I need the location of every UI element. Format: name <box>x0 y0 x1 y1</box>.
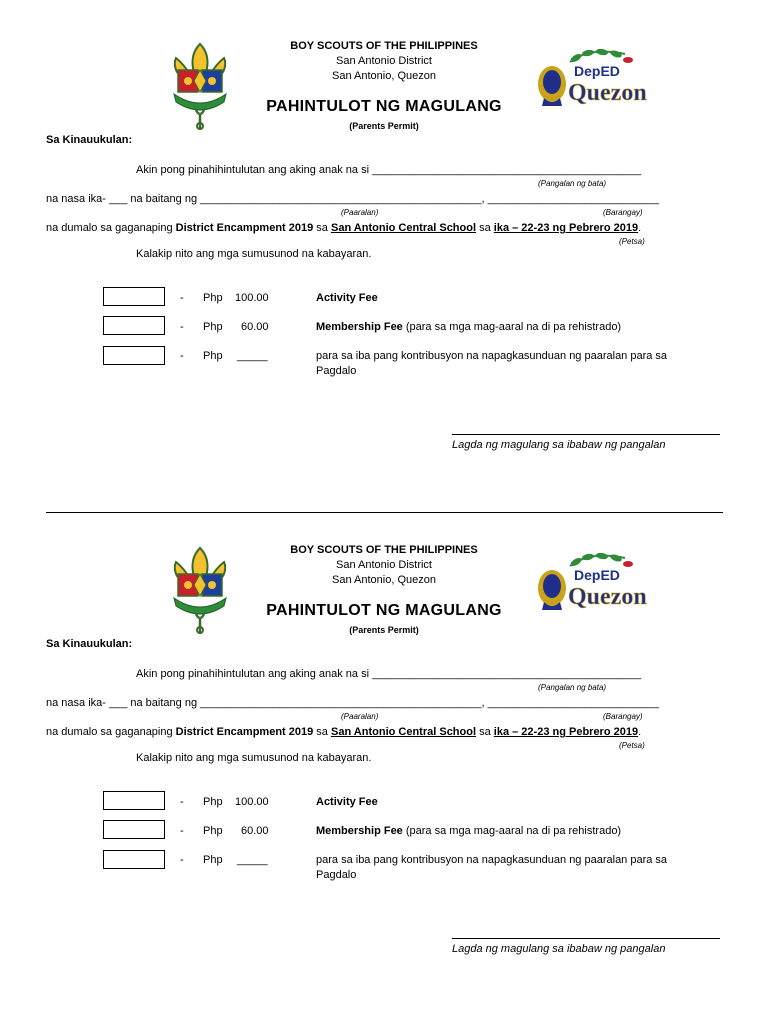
event-venue: San Antonio Central School <box>330 726 477 738</box>
fee-label-cont: Pagdalo <box>316 365 357 377</box>
fee-currency: Php <box>203 825 223 837</box>
page-subtitle: (Parents Permit) <box>349 625 419 635</box>
attachment-line: Kalakip nito ang mga sumusunod na kabayaran. <box>136 248 372 260</box>
district-name: San Antonio District <box>336 55 432 67</box>
fee-label: Activity Fee <box>316 292 378 304</box>
event-line-c: sa <box>316 726 328 738</box>
signature-line[interactable] <box>452 938 720 939</box>
fee-note: (para sa mga mag-aaral na di pa rehistrado) <box>405 825 622 837</box>
fee-amount: 100.00 <box>235 292 269 304</box>
fee-note: (para sa mga mag-aaral na di pa rehistrado) <box>405 321 622 333</box>
town-name: San Antonio, Quezon <box>332 574 436 586</box>
fee-checkbox[interactable] <box>103 791 165 810</box>
event-line-a: na dumalo sa gaganaping <box>46 726 173 738</box>
salutation: Sa Kinauukulan: <box>46 638 133 650</box>
fee-label-cont: Pagdalo <box>316 869 357 881</box>
fee-amount: 100.00 <box>235 796 269 808</box>
deped-text: DepED <box>574 63 620 79</box>
event-line-end: . <box>638 222 642 234</box>
organization-name: BOY SCOUTS OF THE PHILIPPINES <box>290 40 478 52</box>
fee-label: para sa iba pang kontribusyon na napagkasunduan ng paaralan para sa <box>316 350 668 362</box>
event-name: District Encampment 2019 <box>175 726 314 738</box>
deped-text: DepED <box>574 567 620 583</box>
fee-dash: - <box>180 796 184 808</box>
fee-currency: Php <box>203 292 223 304</box>
grade-school-line[interactable]: na nasa ika- ___ na baitang ng ______________________________________________, ____________________________ <box>46 193 659 205</box>
fee-label: Activity Fee <box>316 796 378 808</box>
fee-checkbox[interactable] <box>103 287 165 306</box>
salutation: Sa Kinauukulan: <box>46 134 133 146</box>
event-date: ika – 22-23 ng Pebrero 2019 <box>493 726 639 738</box>
school-hint: (Paaralan) <box>341 712 379 721</box>
fee-label: Membership Fee <box>316 825 403 837</box>
barangay-hint: (Barangay) <box>603 712 643 721</box>
child-name-hint: (Pangalan ng bata) <box>538 179 607 188</box>
event-line <box>46 222 641 234</box>
quezon-text: Quezon <box>568 584 647 610</box>
signature-line[interactable] <box>452 434 720 435</box>
event-line-c: sa <box>316 222 328 234</box>
fee-dash: - <box>180 292 184 304</box>
child-name-line[interactable]: Akin pong pinahihintulutan ang aking anak na si ____________________________________________ <box>136 164 642 176</box>
event-line-end: . <box>638 726 642 738</box>
organization-name: BOY SCOUTS OF THE PHILIPPINES <box>290 544 478 556</box>
quezon-text: Quezon <box>568 80 647 106</box>
fee-dash: - <box>180 350 184 362</box>
fee-dash: - <box>180 825 184 837</box>
deped-quezon-logo-icon <box>530 48 650 112</box>
fee-dash: - <box>180 321 184 333</box>
fee-amount: 60.00 <box>241 825 269 837</box>
event-venue: San Antonio Central School <box>330 222 477 234</box>
fee-label-row <box>316 825 621 837</box>
attachment-line: Kalakip nito ang mga sumusunod na kabayaran. <box>136 752 372 764</box>
fee-amount-blank[interactable]: _____ <box>237 350 268 362</box>
child-name-hint: (Pangalan ng bata) <box>538 683 607 692</box>
fee-label: para sa iba pang kontribusyon na napagkasunduan ng paaralan para sa <box>316 854 668 866</box>
event-line-e: sa <box>479 222 491 234</box>
page-title: PAHINTULOT NG MAGULANG <box>266 98 502 115</box>
fee-currency: Php <box>203 854 223 866</box>
fee-label: Membership Fee <box>316 321 403 333</box>
fee-checkbox[interactable] <box>103 346 165 365</box>
date-hint: (Petsa) <box>619 237 645 246</box>
deped-quezon-logo-icon <box>530 552 650 616</box>
school-hint: (Paaralan) <box>341 208 379 217</box>
event-date: ika – 22-23 ng Pebrero 2019 <box>493 222 639 234</box>
date-hint: (Petsa) <box>619 741 645 750</box>
event-line-a: na dumalo sa gaganaping <box>46 222 173 234</box>
event-line <box>46 726 641 738</box>
fee-amount: 60.00 <box>241 321 269 333</box>
fee-checkbox[interactable] <box>103 316 165 335</box>
child-name-line[interactable]: Akin pong pinahihintulutan ang aking anak na si ____________________________________________ <box>136 668 642 680</box>
barangay-hint: (Barangay) <box>603 208 643 217</box>
parents-permit-form-1 <box>0 0 768 480</box>
fee-currency: Php <box>203 796 223 808</box>
fee-currency: Php <box>203 350 223 362</box>
fee-checkbox[interactable] <box>103 820 165 839</box>
district-name: San Antonio District <box>336 559 432 571</box>
event-line-e: sa <box>479 726 491 738</box>
fee-dash: - <box>180 854 184 866</box>
event-name: District Encampment 2019 <box>175 222 314 234</box>
fee-currency: Php <box>203 321 223 333</box>
fee-checkbox[interactable] <box>103 850 165 869</box>
page-subtitle: (Parents Permit) <box>349 121 419 131</box>
signature-label: Lagda ng magulang sa ibabaw ng pangalan <box>452 943 666 955</box>
town-name: San Antonio, Quezon <box>332 70 436 82</box>
fee-label-row <box>316 321 621 333</box>
parents-permit-form-2 <box>0 504 768 984</box>
fee-amount-blank[interactable]: _____ <box>237 854 268 866</box>
signature-label: Lagda ng magulang sa ibabaw ng pangalan <box>452 439 666 451</box>
page-title: PAHINTULOT NG MAGULANG <box>266 602 502 619</box>
grade-school-line[interactable]: na nasa ika- ___ na baitang ng ______________________________________________, ____________________________ <box>46 697 659 709</box>
